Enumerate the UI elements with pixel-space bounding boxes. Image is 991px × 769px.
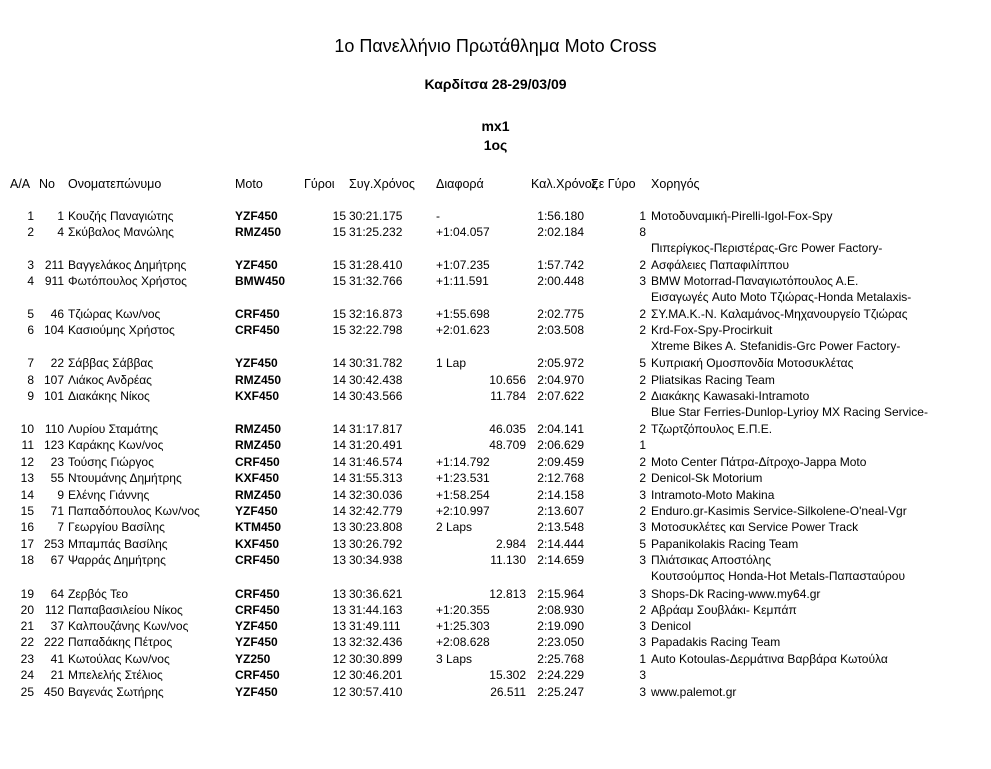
cell-pos: 9: [27, 389, 34, 403]
cell-best: 2:06.629: [537, 438, 584, 452]
table-row: [0, 553, 991, 583]
cell-diff: +1:14.792: [436, 455, 490, 469]
cell-name: Ντουμάνης Δημήτρης: [68, 471, 182, 485]
cell-diff: 2 Laps: [436, 520, 473, 534]
cell-laps: 14: [332, 373, 346, 387]
cell-sponsor: Shops-Dk Racing-www.my64.gr: [651, 587, 821, 601]
table-row: [0, 225, 991, 255]
header-sponsor: Χορηγός: [651, 177, 700, 191]
cell-name: Σκύβαλος Μανώλης: [68, 225, 174, 239]
table-row: [0, 438, 991, 454]
cell-time: 30:23.808: [349, 520, 403, 534]
cell-laps: 13: [332, 619, 346, 633]
table-row: [0, 537, 991, 553]
cell-no: 101: [43, 389, 64, 403]
cell-laps: 14: [332, 455, 346, 469]
cell-pos: 20: [20, 603, 34, 617]
table-row: [0, 471, 991, 487]
table-row: [0, 274, 991, 304]
cell-diff: 3 Laps: [436, 652, 473, 666]
cell-no: 37: [50, 619, 64, 633]
cell-no: 253: [43, 537, 64, 551]
cell-name: Διακάκης Νίκος: [68, 389, 150, 403]
cell-no: 211: [44, 258, 64, 272]
cell-diff: +1:20.355: [436, 603, 490, 617]
cell-diff: +2:10.997: [436, 504, 490, 518]
cell-pos: 10: [20, 422, 34, 436]
cell-no: 22: [50, 356, 64, 370]
header-moto: Moto: [235, 177, 263, 191]
header-name: Ονοματεπώνυμο: [68, 177, 162, 191]
cell-time: 31:44.163: [349, 603, 403, 617]
cell-moto: YZF450: [235, 685, 278, 699]
cell-laps: 14: [332, 488, 346, 502]
table-row: [0, 587, 991, 603]
cell-moto: KXF450: [235, 389, 280, 403]
cell-moto: KTM450: [235, 520, 282, 534]
cell-diff: +2:01.623: [436, 323, 490, 337]
cell-no: 64: [50, 587, 64, 601]
cell-pos: 1: [27, 209, 34, 223]
cell-name: Κασιούμης Χρήστος: [68, 323, 175, 337]
cell-best: 2:14.444: [537, 537, 584, 551]
cell-sponsor: Μοτοσυκλέτες και Service Power Track: [651, 520, 859, 534]
header-pos: Α/Α: [10, 177, 31, 191]
cell-pos: 19: [20, 587, 34, 601]
cell-best: 2:04.970: [537, 373, 584, 387]
cell-name: Ζερβός Τεο: [68, 587, 129, 601]
cell-sponsor-continued: Blue Star Ferries-Dunlop-Lyrioy MX Racing Service-: [651, 405, 928, 419]
cell-moto: RMZ450: [235, 225, 282, 239]
cell-laps: 13: [332, 635, 346, 649]
cell-best-lap: 5: [639, 537, 646, 551]
cell-diff: +1:11.591: [436, 274, 489, 288]
cell-name: Μπελελής Στέλιος: [68, 668, 163, 682]
cell-best: 2:05.972: [537, 356, 584, 370]
cell-time: 30:46.201: [349, 668, 403, 682]
cell-pos: 4: [27, 274, 34, 288]
cell-pos: 8: [27, 373, 34, 387]
cell-best-lap: 1: [639, 438, 646, 452]
cell-moto: YZF450: [235, 258, 278, 272]
cell-best: 2:03.508: [537, 323, 584, 337]
cell-time: 30:31.782: [349, 356, 403, 370]
cell-best-lap: 2: [639, 471, 646, 485]
cell-moto: RMZ450: [235, 422, 282, 436]
cell-best-lap: 2: [639, 373, 646, 387]
cell-best: 2:02.184: [537, 225, 584, 239]
cell-best: 2:14.158: [537, 488, 584, 502]
cell-name: Τούσης Γιώργος: [68, 455, 154, 469]
cell-no: 46: [50, 307, 64, 321]
cell-no: 23: [50, 455, 64, 469]
cell-sponsor: Πλιάτσικας Αποστόλης: [651, 553, 771, 567]
cell-time: 30:26.792: [349, 537, 403, 551]
cell-moto: KXF450: [235, 537, 280, 551]
cell-laps: 15: [332, 258, 346, 272]
cell-laps: 14: [332, 504, 346, 518]
cell-no: 55: [50, 471, 64, 485]
cell-moto: YZF450: [235, 504, 278, 518]
cell-moto: RMZ450: [235, 488, 282, 502]
cell-time: 30:43.566: [349, 389, 403, 403]
cell-best-lap: 3: [639, 274, 646, 288]
cell-sponsor: Papanikolakis Racing Team: [651, 537, 799, 551]
cell-diff: +1:23.531: [436, 471, 490, 485]
cell-name: Κουζής Παναγιώτης: [68, 209, 174, 223]
cell-no: 112: [44, 603, 64, 617]
table-row: [0, 668, 991, 684]
cell-best: 2:25.247: [537, 685, 584, 699]
cell-moto: CRF450: [235, 668, 280, 682]
cell-pos: 24: [20, 668, 34, 682]
cell-moto: CRF450: [235, 307, 280, 321]
cell-laps: 15: [332, 209, 346, 223]
cell-no: 67: [50, 553, 64, 567]
cell-sponsor: www.palemot.gr: [651, 685, 737, 699]
cell-best-lap: 3: [639, 488, 646, 502]
cell-laps: 14: [332, 389, 346, 403]
cell-diff: +1:04.057: [436, 225, 490, 239]
cell-sponsor: Krd-Fox-Spy-Procirkuit: [651, 323, 773, 337]
cell-moto: YZF450: [235, 209, 278, 223]
cell-time: 32:42.779: [349, 504, 403, 518]
cell-name: Φωτόπουλος Χρήστος: [68, 274, 187, 288]
cell-time: 31:32.766: [349, 274, 403, 288]
table-row: [0, 356, 991, 372]
cell-pos: 15: [20, 504, 34, 518]
cell-pos: 6: [27, 323, 34, 337]
header-no: Νο: [39, 177, 55, 191]
cell-best: 1:57.742: [537, 258, 584, 272]
cell-no: 41: [50, 652, 64, 666]
cell-sponsor: Moto Center Πάτρα-Δίτροχο-Jappa Moto: [651, 455, 867, 469]
cell-time: 30:34.938: [349, 553, 403, 567]
cell-pos: 2: [27, 225, 34, 239]
cell-no: 450: [43, 685, 64, 699]
cell-time: 32:16.873: [349, 307, 403, 321]
cell-no: 110: [44, 422, 64, 436]
cell-best-lap: 3: [639, 685, 646, 699]
table-row: [0, 389, 991, 419]
cell-moto: YZF450: [235, 356, 278, 370]
cell-no: 9: [57, 488, 64, 502]
table-row: [0, 635, 991, 651]
cell-moto: YZ250: [235, 652, 271, 666]
cell-pos: 22: [20, 635, 34, 649]
cell-best: 2:08.930: [537, 603, 584, 617]
cell-no: 1: [57, 209, 64, 223]
table-row: [0, 603, 991, 619]
cell-laps: 15: [332, 225, 346, 239]
cell-time: 30:36.621: [349, 587, 403, 601]
cell-pos: 3: [27, 258, 34, 272]
cell-best-lap: 1: [639, 209, 646, 223]
cell-best-lap: 2: [639, 258, 646, 272]
cell-laps: 13: [332, 603, 346, 617]
cell-sponsor: Intramoto-Moto Makina: [651, 488, 775, 502]
cell-diff: +1:07.235: [436, 258, 490, 272]
cell-moto: YZF450: [235, 635, 278, 649]
cell-time: 31:17.817: [349, 422, 403, 436]
cell-no: 107: [43, 373, 64, 387]
cell-moto: CRF450: [235, 553, 280, 567]
cell-pos: 21: [20, 619, 34, 633]
cell-laps: 14: [332, 471, 346, 485]
cell-best-lap: 2: [639, 307, 646, 321]
cell-laps: 14: [332, 438, 346, 452]
cell-sponsor: Papadakis Racing Team: [651, 635, 781, 649]
cell-best: 2:07.622: [537, 389, 584, 403]
cell-pos: 7: [27, 356, 34, 370]
cell-sponsor: Pliatsikas Racing Team: [651, 373, 775, 387]
cell-laps: 12: [332, 685, 346, 699]
cell-name: Λυρίου Σταμάτης: [68, 422, 159, 436]
cell-name: Βαγγελάκος Δημήτρης: [68, 258, 187, 272]
cell-diff: +1:58.254: [436, 488, 490, 502]
cell-diff: 11.784: [490, 389, 526, 403]
cell-name: Μπαμπάς Βασίλης: [68, 537, 168, 551]
cell-pos: 5: [27, 307, 34, 321]
cell-best-lap: 5: [639, 356, 646, 370]
cell-no: 222: [43, 635, 64, 649]
cell-sponsor-continued: Xtreme Bikes A. Stefanidis-Grc Power Factory-: [651, 339, 901, 353]
cell-laps: 13: [332, 537, 346, 551]
cell-sponsor: Κυπριακή Ομοσπονδία Μοτοσυκλέτας: [651, 356, 854, 370]
cell-pos: 13: [20, 471, 34, 485]
cell-laps: 14: [332, 356, 346, 370]
event-location-date: Καρδίτσα 28-29/03/09: [424, 76, 567, 92]
cell-best: 2:09.459: [537, 455, 584, 469]
cell-best: 2:14.659: [537, 553, 584, 567]
cell-sponsor: Enduro.gr-Kasimis Service-Silkolene-O'neal-Vgr: [651, 504, 907, 518]
cell-best: 2:13.607: [537, 504, 584, 518]
cell-name: Ψαρράς Δημήτρης: [68, 553, 166, 567]
cell-moto: BMW450: [235, 274, 286, 288]
cell-sponsor: Auto Kotoulas-Δερμάτινα Βαρβάρα Κωτούλα: [651, 652, 888, 666]
cell-time: 32:30.036: [349, 488, 403, 502]
cell-no: 7: [57, 520, 64, 534]
cell-name: Παπαβασιλείου Νίκος: [68, 603, 183, 617]
table-row: [0, 520, 991, 536]
cell-time: 32:32.436: [349, 635, 403, 649]
cell-pos: 23: [20, 652, 34, 666]
cell-time: 30:21.175: [349, 209, 403, 223]
cell-best: 2:15.964: [537, 587, 584, 601]
cell-laps: 12: [332, 668, 346, 682]
cell-best-lap: 1: [639, 652, 646, 666]
cell-no: 21: [50, 668, 64, 682]
cell-name: Κωτούλας Κων/νος: [68, 652, 170, 666]
cell-best: 2:13.548: [537, 520, 584, 534]
cell-name: Παπαδάκης Πέτρος: [68, 635, 173, 649]
cell-no: 4: [57, 225, 64, 239]
cell-sponsor: Διακάκης Kawasaki-Intramoto: [651, 389, 810, 403]
cell-diff: 12.813: [489, 587, 526, 601]
cell-moto: RMZ450: [235, 438, 282, 452]
cell-best: 2:23.050: [537, 635, 584, 649]
cell-sponsor: Ασφάλειες Παπαφιλίππου: [651, 258, 789, 272]
cell-best-lap: 3: [639, 587, 646, 601]
cell-best-lap: 2: [639, 455, 646, 469]
cell-sponsor: Αβράαμ Σουβλάκι- Κεμπάπ: [651, 603, 797, 617]
cell-sponsor: Μοτοδυναμική-Pirelli-Igol-Fox-Spy: [651, 209, 833, 223]
cell-pos: 17: [20, 537, 34, 551]
cell-moto: CRF450: [235, 603, 280, 617]
cell-pos: 14: [20, 488, 34, 502]
cell-time: 30:30.899: [349, 652, 403, 666]
header-best-lap: Σε Γύρο: [591, 177, 636, 191]
cell-time: 30:57.410: [349, 685, 403, 699]
cell-best: 2:19.090: [537, 619, 584, 633]
cell-pos: 25: [20, 685, 34, 699]
cell-time: 31:20.491: [349, 438, 403, 452]
cell-diff: 15.302: [489, 668, 526, 682]
cell-best: 1:56.180: [537, 209, 584, 223]
cell-diff: 26.511: [490, 685, 526, 699]
cell-best-lap: 2: [639, 504, 646, 518]
cell-sponsor: ΣΥ.ΜΑ.Κ.-Ν. Καλαμάνος-Μηχανουργείο Τζιώρας: [651, 307, 908, 321]
cell-time: 31:25.232: [349, 225, 403, 239]
cell-sponsor-continued: Κουτσούμπος Honda-Hot Metals-Παπασταύρου: [651, 569, 906, 583]
cell-time: 31:55.313: [349, 471, 403, 485]
cell-best-lap: 8: [639, 225, 646, 239]
header-laps: Γύροι: [304, 177, 335, 191]
table-row: [0, 455, 991, 471]
table-row: [0, 373, 991, 389]
table-row: [0, 307, 991, 323]
cell-diff: 48.709: [489, 438, 526, 452]
header-total-time: Συγ.Χρόνος: [349, 177, 415, 191]
cell-moto: CRF450: [235, 323, 280, 337]
cell-best-lap: 3: [639, 553, 646, 567]
cell-no: 71: [50, 504, 64, 518]
table-row: [0, 652, 991, 668]
cell-diff: 10.656: [489, 373, 526, 387]
class-name: mx1: [481, 118, 510, 134]
table-row: [0, 619, 991, 635]
cell-laps: 13: [332, 553, 346, 567]
cell-diff: 11.130: [490, 553, 526, 567]
cell-laps: 13: [332, 520, 346, 534]
cell-time: 31:49.111: [349, 619, 401, 633]
cell-best-lap: 2: [639, 422, 646, 436]
table-row: [0, 258, 991, 274]
cell-laps: 15: [332, 323, 346, 337]
cell-moto: RMZ450: [235, 373, 282, 387]
cell-laps: 15: [332, 274, 346, 288]
cell-diff: -: [436, 209, 440, 223]
cell-pos: 18: [20, 553, 34, 567]
table-row: [0, 488, 991, 504]
cell-best-lap: 3: [639, 635, 646, 649]
cell-best: 2:12.768: [537, 471, 584, 485]
cell-best-lap: 3: [639, 668, 646, 682]
cell-laps: 12: [332, 652, 346, 666]
cell-name: Λιάκος Ανδρέας: [68, 373, 152, 387]
cell-time: 31:28.410: [349, 258, 403, 272]
cell-no: 104: [43, 323, 64, 337]
table-row: [0, 422, 991, 438]
header-gap: Διαφορά: [436, 177, 484, 191]
cell-sponsor-continued: Πιπερίγκος-Περιστέρας-Grc Power Factory-: [651, 241, 883, 255]
table-row: [0, 209, 991, 225]
cell-pos: 12: [20, 455, 34, 469]
cell-sponsor: Denicol: [651, 619, 692, 633]
cell-diff: 2.984: [495, 537, 526, 551]
cell-time: 30:42.438: [349, 373, 403, 387]
cell-no: 123: [43, 438, 64, 452]
cell-best-lap: 2: [639, 603, 646, 617]
cell-best: 2:24.229: [537, 668, 584, 682]
cell-name: Τζιώρας Κων/νος: [68, 307, 161, 321]
cell-best: 2:25.768: [537, 652, 584, 666]
cell-laps: 13: [332, 587, 346, 601]
cell-best-lap: 3: [639, 619, 646, 633]
cell-sponsor: Denicol-Sk Motorium: [651, 471, 763, 485]
heat-label: 1ος: [483, 137, 508, 153]
cell-sponsor: BMW Motorrad-Παναγιωτόπουλος Α.Ε.: [651, 274, 859, 288]
cell-moto: CRF450: [235, 587, 280, 601]
cell-name: Καράκης Κων/νος: [68, 438, 164, 452]
cell-sponsor: Τζωρτζόπουλος Ε.Π.Ε.: [651, 422, 773, 436]
cell-moto: KXF450: [235, 471, 280, 485]
cell-laps: 14: [332, 422, 346, 436]
results-title: 1ο Πανελλήνιο Πρωτάθλημα Moto Cross: [334, 36, 657, 56]
cell-diff: +1:25.303: [436, 619, 490, 633]
cell-pos: 11: [21, 438, 34, 452]
cell-sponsor-continued: Εισαγωγές Auto Moto Τζιώρας-Honda Metalaxis-: [651, 290, 912, 304]
cell-moto: CRF450: [235, 455, 280, 469]
cell-moto: YZF450: [235, 619, 278, 633]
cell-diff: +2:08.628: [436, 635, 490, 649]
cell-time: 32:22.798: [349, 323, 403, 337]
cell-diff: 46.035: [489, 422, 526, 436]
cell-diff: +1:55.698: [436, 307, 490, 321]
cell-best: 2:00.448: [537, 274, 584, 288]
table-row: [0, 504, 991, 520]
cell-name: Βαγενάς Σωτήρης: [68, 685, 164, 699]
cell-time: 31:46.574: [349, 455, 403, 469]
cell-best-lap: 2: [639, 323, 646, 337]
table-row: [0, 685, 991, 701]
cell-no: 911: [44, 274, 64, 288]
cell-best-lap: 3: [639, 520, 646, 534]
cell-name: Γεωργίου Βασίλης: [68, 520, 165, 534]
cell-laps: 15: [332, 307, 346, 321]
header-best-time: Καλ.Χρόνος: [531, 177, 598, 191]
cell-best: 2:02.775: [537, 307, 584, 321]
cell-name: Ελένης Γιάννης: [68, 488, 150, 502]
table-row: [0, 323, 991, 353]
cell-diff: 1 Lap: [436, 356, 467, 370]
cell-name: Παπαδόπουλος Κων/νος: [68, 504, 200, 518]
cell-name: Καλπουζάνης Κων/νος: [68, 619, 189, 633]
cell-name: Σάββας Σάββας: [68, 356, 154, 370]
cell-best: 2:04.141: [537, 422, 584, 436]
cell-pos: 16: [20, 520, 34, 534]
cell-best-lap: 2: [639, 389, 646, 403]
